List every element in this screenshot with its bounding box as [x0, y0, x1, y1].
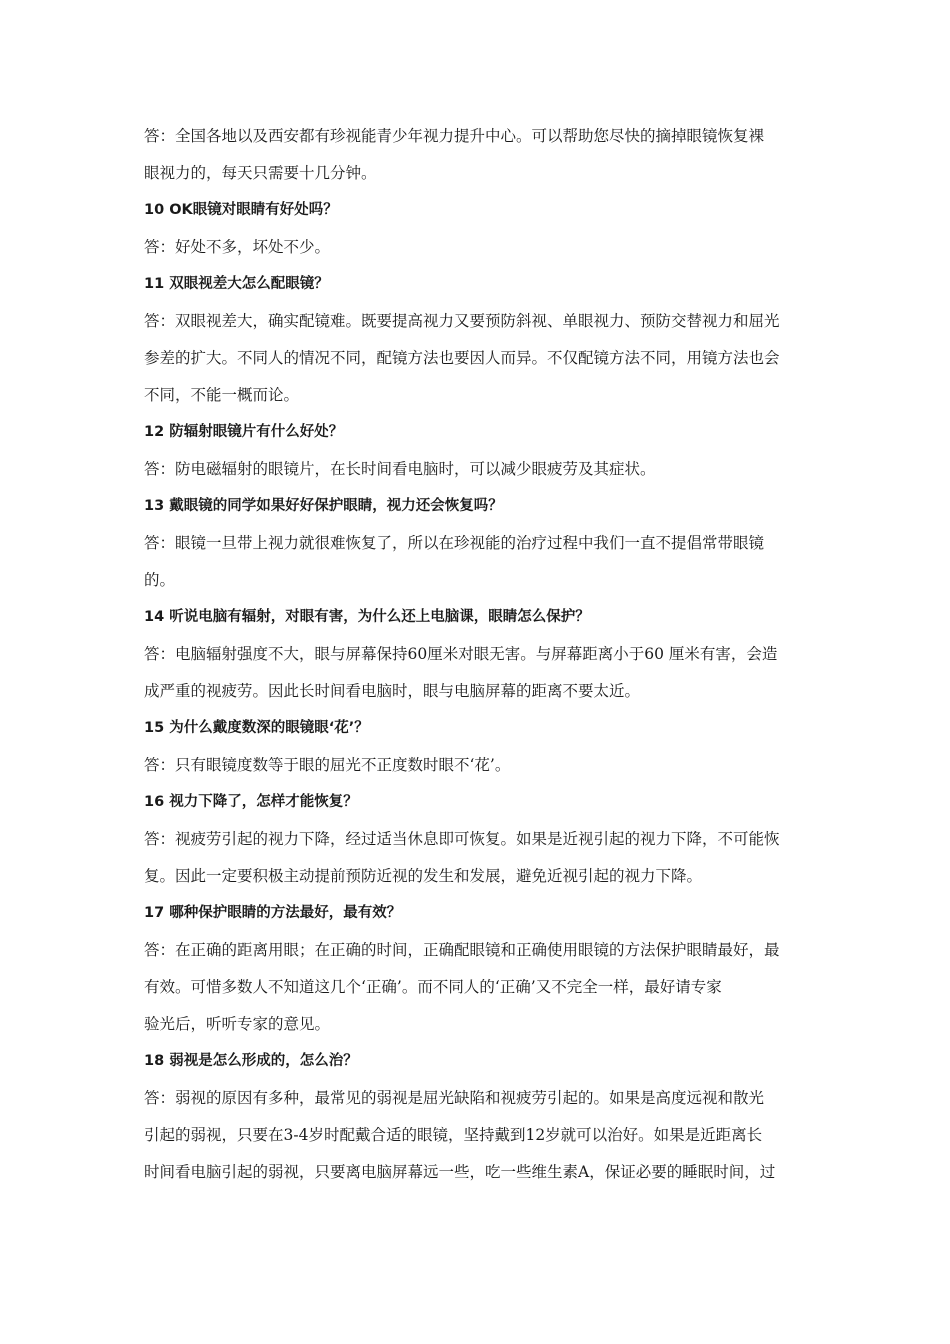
answer-line: 成严重的视疲劳。因此长时间看电脑时，眼与电脑屏幕的距离不要太近。: [144, 682, 641, 700]
answer-line: 答：电脑辐射强度不大，眼与屏幕保持60厘米对眼无害。与屏幕距离小于60 厘米有害，会造: [144, 645, 778, 663]
answer-line: 不同，不能一概而论。: [144, 386, 300, 404]
faq-content: [144, 118, 812, 1191]
answer-line: 答：眼镜一旦带上视力就很难恢复了，所以在珍视能的治疗过程中我们一直不提倡常带眼镜: [144, 534, 765, 552]
answer-line: 参差的扩大。不同人的情况不同，配镜方法也要因人而异。不仅配镜方法不同，用镜方法也会: [144, 349, 780, 367]
answer-line: 答：防电磁辐射的眼镜片，在长时间看电脑时，可以减少眼疲劳及其症状。: [144, 460, 656, 478]
question-heading: 13 戴眼镜的同学如果好好保护眼睛，视力还会恢复吗？: [144, 498, 503, 514]
question-heading: 17 哪种保护眼睛的方法最好，最有效？: [144, 905, 402, 921]
answer-line: 有效。可惜多数人不知道这几个‘正确’。而不同人的‘正确’又不完全一样，最好请专家: [144, 978, 722, 996]
answer-line: 答：弱视的原因有多种，最常见的弱视是屈光缺陷和视疲劳引起的。如果是高度远视和散光: [144, 1089, 765, 1107]
answer-line: 眼视力的，每天只需要十几分钟。: [144, 164, 377, 182]
answer-line: 答：双眼视差大，确实配镜难。既要提高视力又要预防斜视、单眼视力、预防交替视力和屈光: [144, 312, 780, 330]
answer-line: 验光后，听听专家的意见。: [144, 1015, 331, 1033]
answer-line: 答：在正确的距离用眼；在正确的时间，正确配眼镜和正确使用眼镜的方法保护眼睛最好，最: [144, 941, 780, 959]
answer-line: 时间看电脑引起的弱视，只要离电脑屏幕远一些，吃一些维生素A，保证必要的睡眠时间，过: [144, 1163, 776, 1181]
answer-line: 复。因此一定要积极主动提前预防近视的发生和发展，避免近视引起的视力下降。: [144, 867, 703, 885]
answer-line: 答：全国各地以及西安都有珍视能青少年视力提升中心。可以帮助您尽快的摘掉眼镜恢复裸: [144, 127, 765, 145]
question-heading: 12 防辐射眼镜片有什么好处？: [144, 424, 344, 440]
question-heading: 18 弱视是怎么形成的，怎么治？: [144, 1053, 358, 1069]
answer-line: 引起的弱视，只要在3-4岁时配戴合适的眼镜，坚持戴到12岁就可以治好。如果是近距离长: [144, 1126, 763, 1144]
answer-line: 的。: [144, 571, 176, 589]
question-heading: 14 听说电脑有辐射，对眼有害，为什么还上电脑课，眼睛怎么保护？: [144, 609, 590, 625]
answer-line: 答：视疲劳引起的视力下降，经过适当休息即可恢复。如果是近视引起的视力下降，不可能恢: [144, 830, 780, 848]
question-heading: 11 双眼视差大怎么配眼镜？: [144, 276, 329, 292]
question-heading: 16 视力下降了，怎样才能恢复？: [144, 794, 358, 810]
answer-line: 答：只有眼镜度数等于眼的屈光不正度数时眼不‘花’。: [144, 756, 511, 774]
answer-line: 答：好处不多，坏处不少。: [144, 238, 331, 256]
question-heading: 10 OK眼镜对眼睛有好处吗？: [144, 202, 338, 218]
question-heading: 15 为什么戴度数深的眼镜眼‘花’？: [144, 720, 369, 736]
